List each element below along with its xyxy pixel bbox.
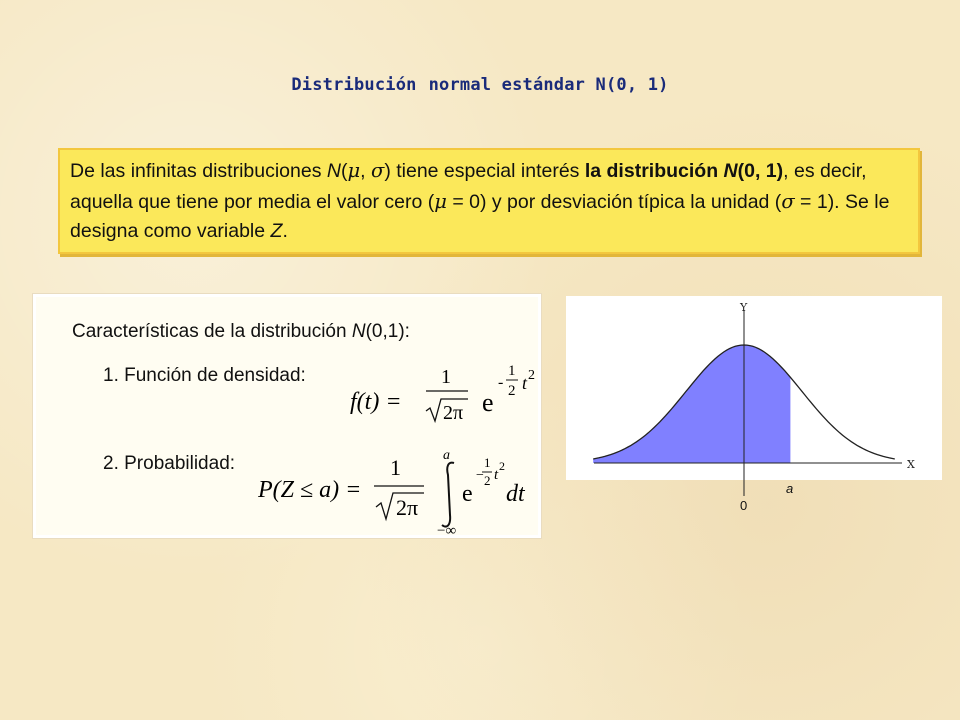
characteristics-heading [72, 321, 410, 343]
characteristics-box [33, 294, 541, 538]
density-exp-sq: 2 [528, 368, 535, 383]
variable-z: Z [270, 220, 283, 242]
intro-n: N [326, 160, 341, 182]
mu-symbol: μ [347, 159, 361, 182]
heading-params: (0,1): [365, 321, 410, 342]
density-denominator: 2π [443, 402, 464, 424]
intro-period: . [282, 220, 288, 242]
heading-n: N [351, 321, 366, 342]
probability-dt: dt [506, 481, 525, 507]
title-part1: Distribución [291, 75, 417, 95]
integral-upper-limit: a [443, 448, 450, 463]
x-axis-label: X [907, 458, 915, 471]
intro-bold: la distribución [584, 160, 719, 182]
density-exp-num: 1 [508, 363, 516, 379]
intro-text: De las infinitas distribuciones [70, 160, 327, 182]
heading-text: Características de la distribución [72, 321, 352, 342]
probability-exp-sq: 2 [499, 459, 505, 473]
intro-text: = 1). Se le designa como variable [70, 190, 890, 242]
intro-paren: ( [340, 160, 348, 182]
page-title [0, 75, 960, 95]
sigma-symbol: σ [371, 159, 385, 182]
density-exp-minus: - [498, 374, 504, 391]
probability-denominator: 2π [396, 495, 419, 520]
intro-n-params: (0, 1) [737, 160, 784, 182]
intro-text: , es decir, aquella que tiene por media el valor cero ( [70, 160, 867, 213]
y-axis-label: Y [740, 301, 748, 314]
density-exp-t: t [522, 373, 528, 393]
density-numerator: 1 [441, 366, 451, 388]
intro-text: = 0) y por desviación típica la unidad ( [446, 190, 782, 213]
intro-n-bold: N [723, 160, 738, 182]
probability-exp-t: t [494, 467, 499, 483]
normal-curve-graph [566, 296, 942, 526]
integral-lower-limit: −∞ [437, 523, 457, 535]
probability-exp-sign: − [476, 468, 484, 483]
density-e: e [482, 388, 494, 417]
integral-sign [442, 463, 454, 527]
density-exp-den: 2 [508, 383, 516, 399]
probability-exp-den: 2 [484, 473, 491, 488]
probability-lhs: P(Z ≤ a) = [258, 477, 362, 503]
intro-text: ) tiene especial interés [384, 160, 585, 182]
sigma-symbol: σ [781, 189, 795, 213]
intro-box [58, 148, 920, 254]
intro-comma: , [360, 160, 371, 182]
probability-e: e [462, 481, 473, 507]
density-formula [350, 359, 540, 429]
density-function-label: 1. Función de densidad: [103, 365, 306, 386]
tick-zero: 0 [740, 498, 748, 513]
title-part2: normal estándar N(0, 1) [428, 75, 669, 95]
tick-a: a [786, 481, 794, 496]
probability-numerator: 1 [390, 455, 401, 480]
probability-label: 2. Probabilidad: [103, 453, 236, 474]
probability-shaded-area [593, 345, 790, 463]
mu-symbol: μ [434, 189, 447, 213]
density-lhs: f(t) = [350, 389, 402, 415]
probability-formula [258, 445, 536, 535]
probability-exp-num: 1 [484, 455, 491, 470]
